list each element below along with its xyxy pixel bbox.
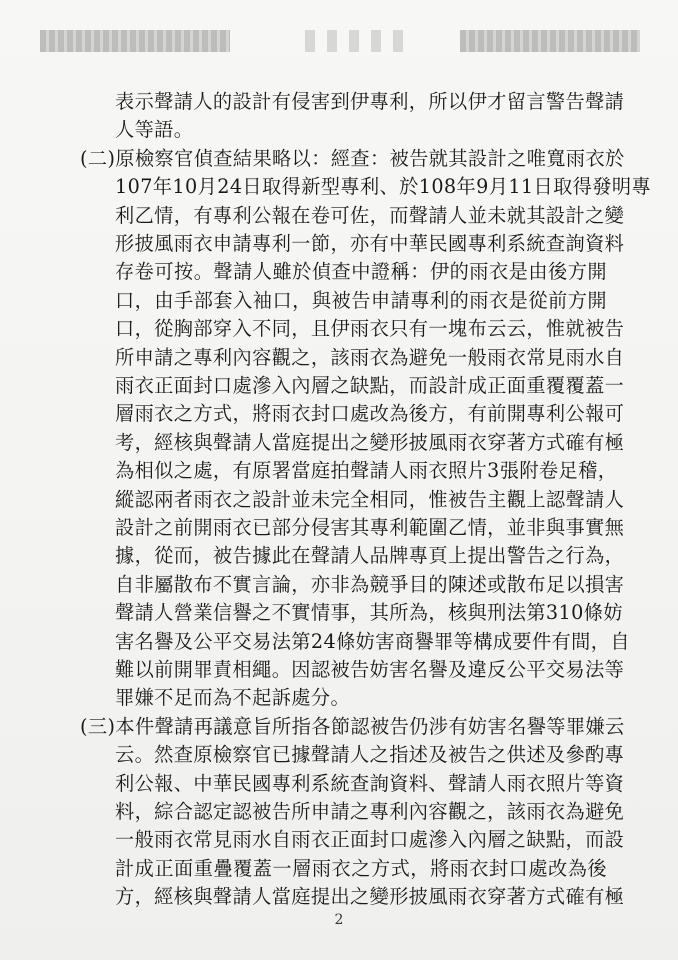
section-heading-line: (二)原檢察官偵查結果略以：經查：被告就其設計之唯寬雨衣於 <box>80 146 625 170</box>
section-heading-line: (三)本件聲請再議意旨所指各節認被告仍涉有妨害名譽等罪嫌云 <box>80 714 625 738</box>
text-line: 口，由手部套入袖口，與被告申請專利的雨衣是從前方開 <box>115 288 607 312</box>
text-line: 據，從而，被告據此在聲請人品牌專頁上提出警告之行為， <box>115 544 625 568</box>
text-line: 口，從胸部穿入不同，且伊雨衣只有一塊布云云，惟就被告 <box>115 317 625 341</box>
text-line: 利乙情，有專利公報在卷可佐，而聲請人並未就其設計之變 <box>115 203 625 227</box>
text-line: 自非屬散布不實言論，亦非為競爭目的陳述或散布足以損害 <box>115 572 625 596</box>
text-line: 表示聲請人的設計有侵害到伊專利，所以伊才留言警告聲請 <box>115 90 625 113</box>
text-line: 層雨衣之方式，將雨衣封口處改為後方，有前開專利公報可 <box>115 402 625 426</box>
text-line: 云。然查原檢察官已據聲請人之指述及被告之供述及參酌專 <box>115 743 625 767</box>
text-line: 考，經核與聲請人當庭提出之變形披風雨衣穿著方式確有極 <box>115 430 625 454</box>
text-line: 聲請人營業信譽之不實情事，其所為，核與刑法第310條妨 <box>115 601 623 625</box>
text-line: 雨衣正面封口處滲入內層之缺點，而設計成正面重覆覆蓋一 <box>115 374 625 397</box>
text-line: 107年10月24日取得新型專利、於108年9月11日取得發明專 <box>115 175 652 199</box>
text-line: 所申請之專利內容觀之，該雨衣為避免一般雨衣常見雨水自 <box>115 345 625 369</box>
text-line: 設計之前開雨衣已部分侵害其專利範圍乙情，並非與事實無 <box>115 516 625 539</box>
text-line: 方，經核與聲請人當庭提出之變形披風雨衣穿著方式確有極 <box>115 885 625 909</box>
text-line: 計成正面重疊覆蓋一層雨衣之方式，將雨衣封口處改為後 <box>115 856 607 880</box>
text-line: 形披風雨衣申請專利一節，亦有中華民國專利系統查詢資料 <box>115 232 625 255</box>
text-line: 難以前開罪責相繩。因認被告妨害名譽及違反公平交易法等 <box>115 658 625 681</box>
text-line: 利公報、中華民國專利系統查詢資料、聲請人雨衣照片等資 <box>115 771 625 795</box>
text-line: 料，綜合認定認被告所申請之專利內容觀之，該雨衣為避免 <box>115 800 625 823</box>
text-line: 害名譽及公平交易法第24條妨害商譽罪等構成要件有間，自 <box>115 629 630 653</box>
text-line: 人等語。 <box>115 118 194 142</box>
text-line: 一般雨衣常見雨水自雨衣正面封口處滲入內層之缺點，而設 <box>115 828 625 852</box>
page-number: 2 <box>334 912 344 928</box>
text-line: 縱認兩者雨衣之設計並未完全相同，惟被告主觀上認聲請人 <box>115 487 625 511</box>
text-line: 存卷可按。聲請人雖於偵查中證稱：伊的雨衣是由後方開 <box>115 260 607 284</box>
text-line: 為相似之處，有原署當庭拍聲請人雨衣照片3張附卷足稽， <box>115 459 618 483</box>
text-line: 罪嫌不足而為不起訴處分。 <box>115 686 351 710</box>
